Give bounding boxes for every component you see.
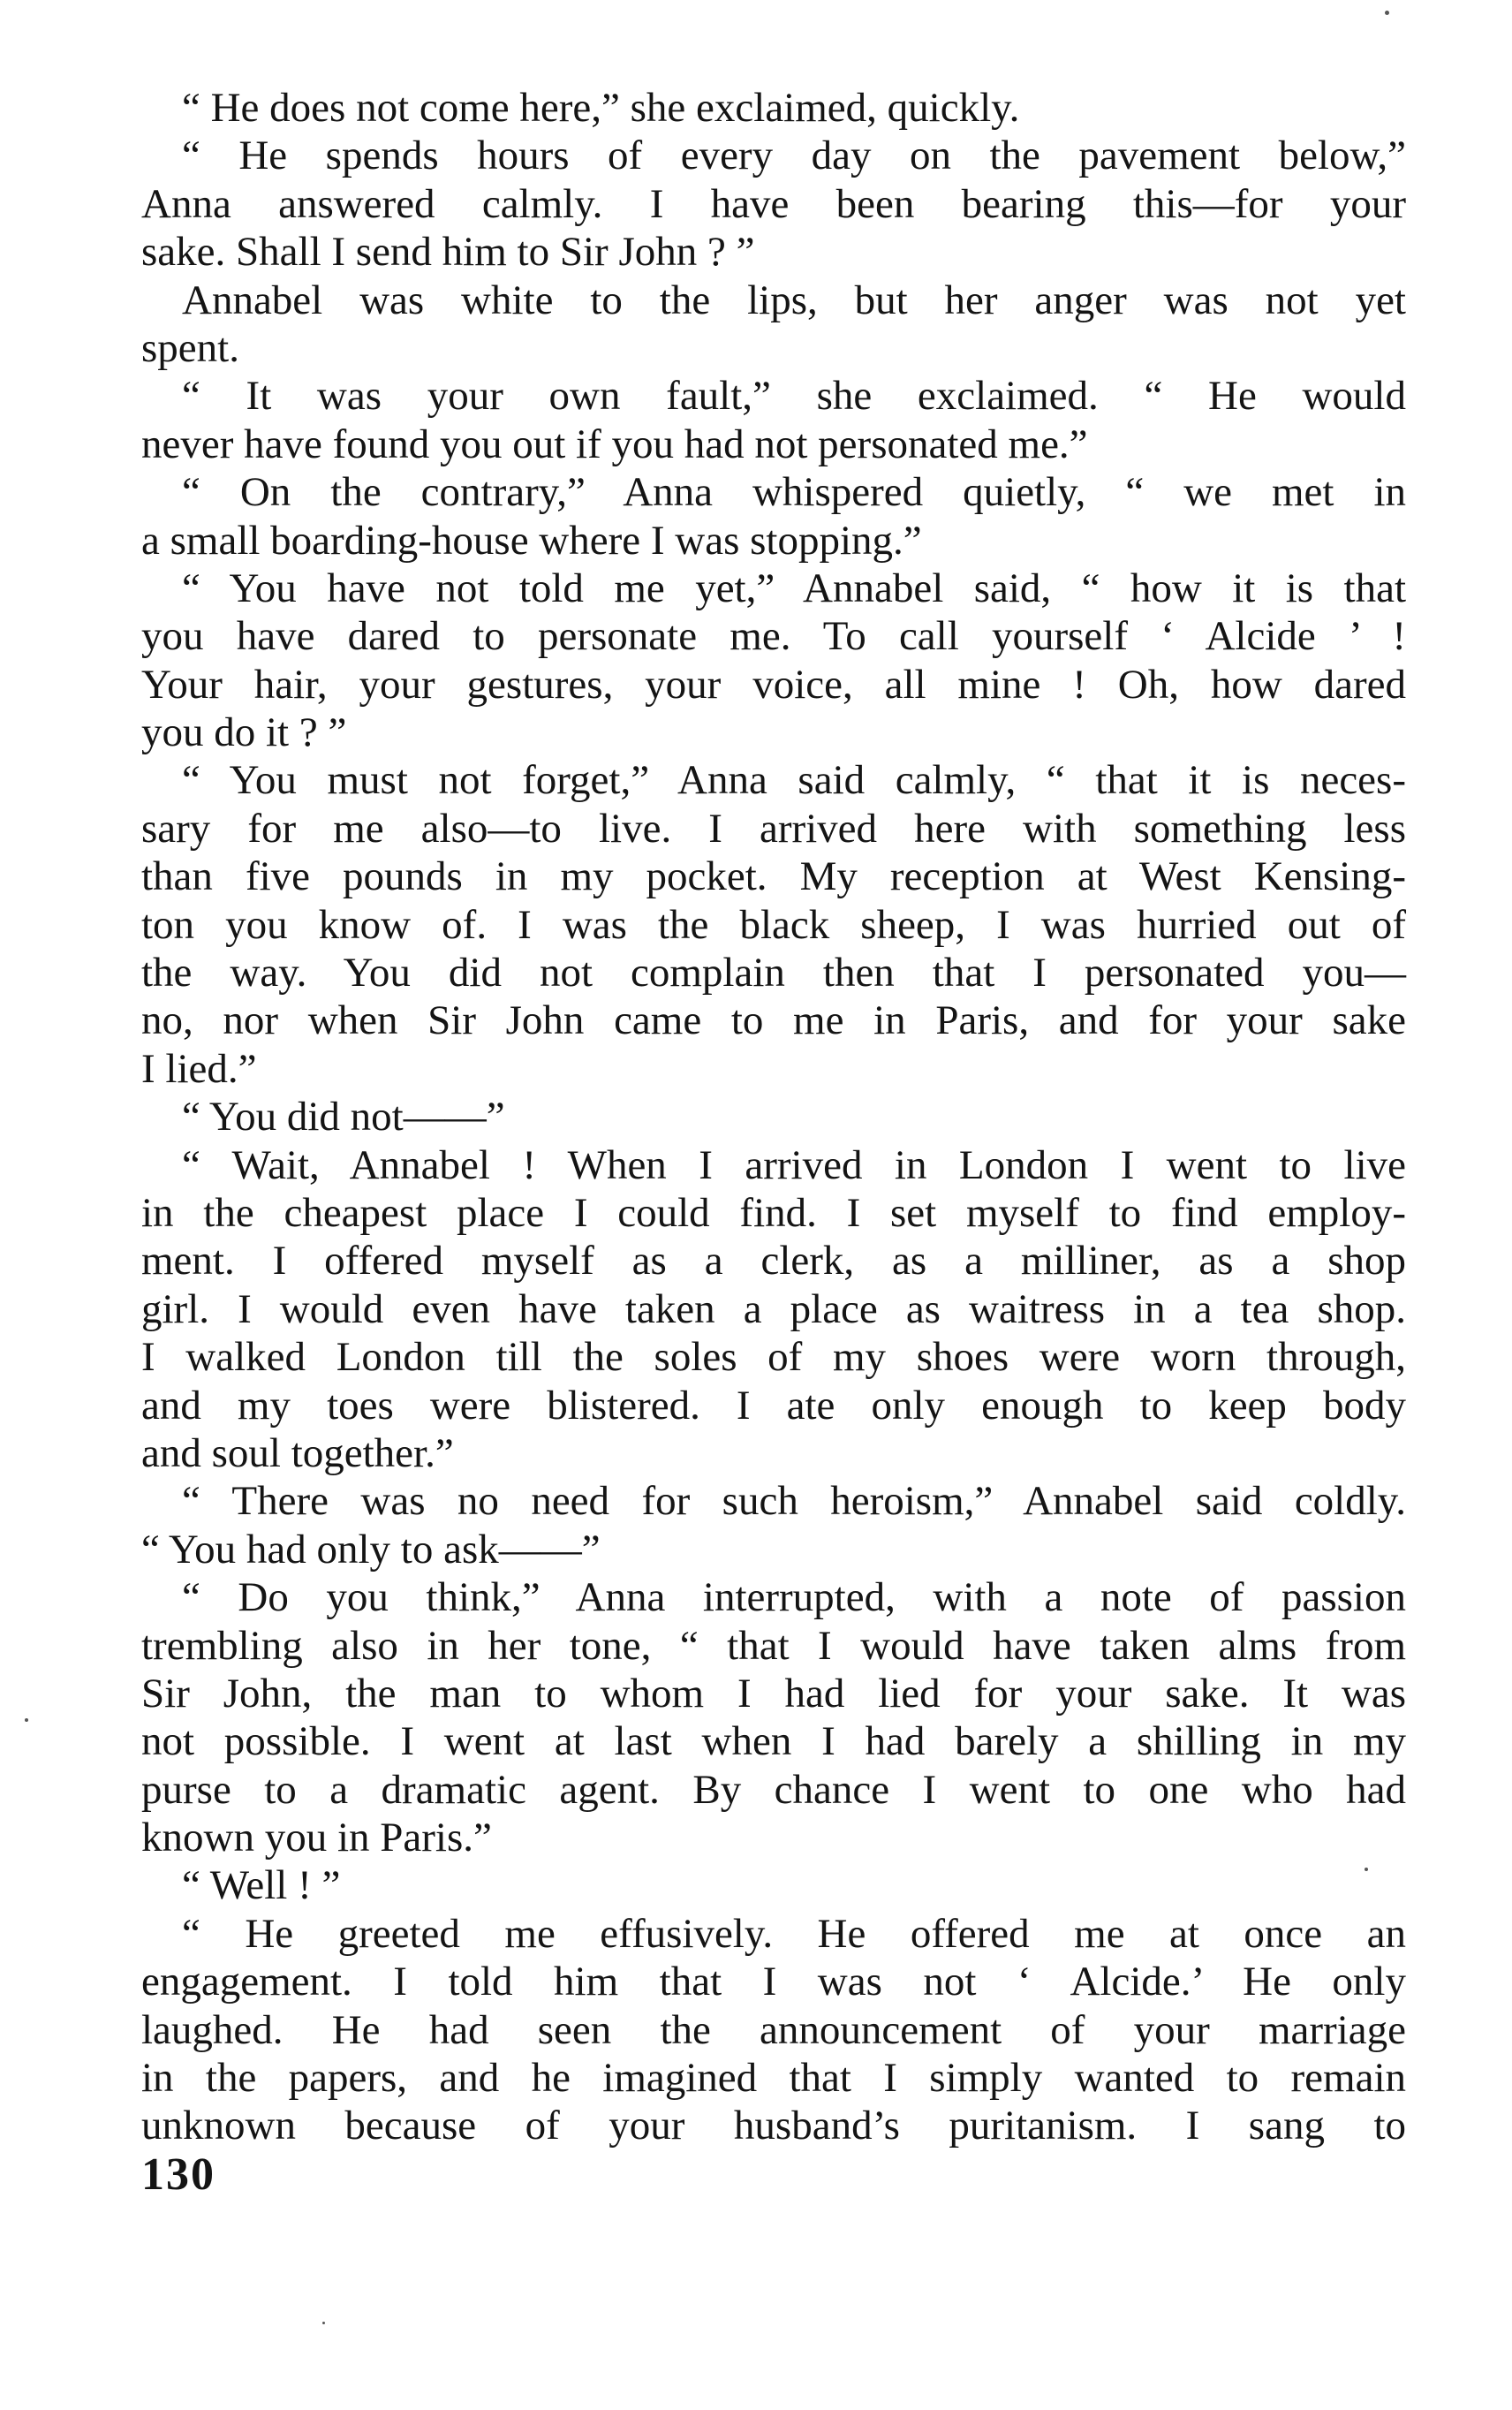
- text-line: “ You must not forget,” Anna said calmly, “ that it is neces-: [182, 757, 1406, 804]
- page-number: 130: [141, 2149, 215, 2200]
- text-line: “ There was no need for such heroism,” Annabel said coldly.: [182, 1478, 1406, 1525]
- text-line: trembling also in her tone, “ that I would have taken alms from: [141, 1622, 1406, 1669]
- scan-speck: [1385, 11, 1389, 15]
- scan-speck: [322, 2322, 325, 2324]
- text-line: and soul together.”: [141, 1429, 454, 1476]
- text-line: Sir John, the man to whom I had lied for your sake. It was: [141, 1670, 1406, 1717]
- text-line: “ It was your own fault,” she exclaimed. “ He would: [182, 373, 1406, 420]
- text-line: Your hair, your gestures, your voice, all mine ! Oh, how dared: [141, 661, 1406, 708]
- text-line: “ You did not——”: [182, 1094, 505, 1141]
- text-line: in the papers, and he imagined that I simply wanted to remain: [141, 2055, 1406, 2102]
- text-line: I walked London till the soles of my shoes were worn through,: [141, 1334, 1406, 1381]
- text-line: “ Wait, Annabel ! When I arrived in London I went to live: [182, 1141, 1406, 1188]
- text-line: “ He greeted me effusively. He offered me at once an: [182, 1910, 1406, 1957]
- scan-speck: [25, 1718, 28, 1722]
- text-line: engagement. I told him that I was not ‘ Alcide.’ He only: [141, 1959, 1406, 2005]
- text-line: you do it ? ”: [141, 709, 347, 756]
- text-line: laughed. He had seen the announcement of your marriage: [141, 2006, 1406, 2053]
- text-line: not possible. I went at last when I had barely a shilling in my: [141, 1718, 1406, 1765]
- text-line: spent.: [141, 324, 239, 371]
- text-line: “ On the contrary,” Anna whispered quietly, “ we met in: [182, 469, 1406, 516]
- text-line: “ You had only to ask——”: [141, 1526, 601, 1573]
- text-line: the way. You did not complain then that I personated you—: [141, 950, 1406, 997]
- text-line: unknown because of your husband’s puritanism. I sang to: [141, 2103, 1406, 2149]
- text-line: “ He spends hours of every day on the pavement below,”: [182, 133, 1406, 179]
- text-line: a small boarding-house where I was stopping.”: [141, 517, 922, 564]
- text-line: and my toes were blistered. I ate only enough to keep body: [141, 1382, 1406, 1429]
- text-line: “ He does not come here,” she exclaimed, quickly.: [182, 85, 1020, 131]
- text-line: than five pounds in my pocket. My reception at West Kensing-: [141, 853, 1406, 900]
- text-line: “ Well ! ”: [182, 1862, 341, 1909]
- text-line: “ Do you think,” Anna interrupted, with a note of passion: [182, 1574, 1406, 1621]
- text-line: “ You have not told me yet,” Annabel said, “ how it is that: [182, 565, 1406, 611]
- text-line: never have found you out if you had not personated me.”: [141, 421, 1088, 467]
- text-line: girl. I would even have taken a place as waitress in a tea shop.: [141, 1285, 1406, 1332]
- text-line: ton you know of. I was the black sheep, I was hurried out of: [141, 901, 1406, 948]
- text-line: purse to a dramatic agent. By chance I went to one who had: [141, 1766, 1406, 1813]
- text-line: sary for me also—to live. I arrived here with something less: [141, 805, 1406, 852]
- text-line: no, nor when Sir John came to me in Paris, and for your sake: [141, 997, 1406, 1044]
- text-line: I lied.”: [141, 1045, 257, 1092]
- text-line: Anna answered calmly. I have been bearing this—for your: [141, 180, 1406, 227]
- page-text: [141, 84, 1406, 2150]
- text-line: ment. I offered myself as a clerk, as a milliner, as a shop: [141, 1238, 1406, 1285]
- text-line: you have dared to personate me. To call yourself ‘ Alcide ’ !: [141, 613, 1406, 660]
- text-line: sake. Shall I send him to Sir John ? ”: [141, 229, 755, 276]
- text-line: in the cheapest place I could find. I set myself to find employ-: [141, 1189, 1406, 1236]
- text-line: known you in Paris.”: [141, 1815, 492, 1861]
- text-line: Annabel was white to the lips, but her anger was not yet: [182, 277, 1406, 323]
- scan-speck: [1365, 1868, 1368, 1871]
